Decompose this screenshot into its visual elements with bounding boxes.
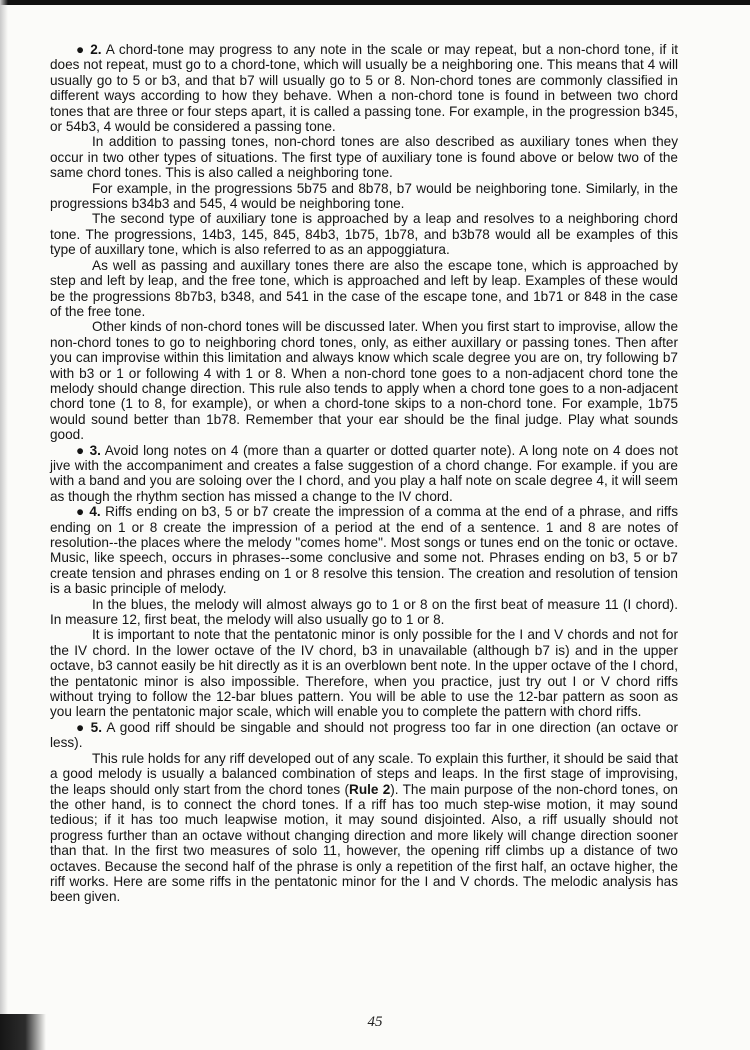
scan-top-edge xyxy=(0,0,750,5)
neighboring-example-paragraph: For example, in the progressions 5b75 and 8b78, b7 would be neighboring tone. Similarly, in the progressions b34b3 and 545, 4 would be neighboring tone. xyxy=(50,180,678,212)
auxiliary-tones-paragraph: In addition to passing tones, non-chord tones are also described as auxiliary tones when they occur in two other types of situations. The first type of auxiliary tone is found above or below two of the same chord tones. This is also called a neighboring tone. xyxy=(50,134,678,181)
rule-text: A chord-tone may progress to any note in the scale or may repeat, but a non-chord tone, if it does not repeat, must go to a chord-tone, which will usually be a neighboring one. This means that 4 will usually go to 5 or b3, and that b7 will usually go to 5 or 8. Non-chord tones are commonly classified in different ways according to how they behave. When a non-chord tone is found in between two chord tones that are three or four steps apart, it is called a passing tone. For example, in the progression b345, or 54b3, 4 would be considered a passing tone. xyxy=(50,42,678,135)
rule-5-paragraph xyxy=(50,720,678,751)
rule-2-paragraph xyxy=(50,42,678,134)
bullet-icon: ● xyxy=(76,442,86,458)
rule-number: 5. xyxy=(90,719,102,735)
rule-number: 3. xyxy=(89,442,101,458)
paragraph-text: ). The main purpose of the non-chord tones, on the other hand, is to connect the chord tones. If a riff has too much step-wise motion, it may sound tedious; if it has too much leapwise motion, it may sound disjointed. Also, a riff usually should not progress further than an octave without changing direction and more likely will change direction sooner than that. In the first two measures of solo 11, however, the opening riff climbs up a distance of two octaves. Because the second half of the phrase is only a repetition of the first half, an octave higher, the riff works. Here are some riffs in the pentatonic minor for the I and V chords. The melodic analysis has been given. xyxy=(50,781,678,905)
rule-text: Riffs ending on b3, 5 or b7 create the impression of a comma at the end of a phrase, and riffs ending on 1 or 8 create the impression of a period at the end of a sentence. 1 and 8 are notes of resolution--the places where the melody "comes home". Most songs or tunes end on the tonic or octave. Music, like speech, occurs in phrases--some conclusive and some not. Phrases ending on b3, 5 or b7 create tension and phrases ending on 1 or 8 resolve this tension. The creation and resolution of tension is a basic principle of melody. xyxy=(50,504,678,597)
riff-balance-paragraph xyxy=(50,751,678,905)
rule-number: 2. xyxy=(90,42,102,57)
page-number: 45 xyxy=(367,1014,383,1030)
rule-reference: Rule 2 xyxy=(349,781,391,797)
escape-tone-paragraph: As well as passing and auxillary tones there are also the escape tone, which is approached by step and left by leap, and the free tone, which is approached and left by leap. Examples of these would be the progressions 8b7b3, b348, and 541 in the case of the escape tone, and 1b71 or 848 in the case of the free tone. xyxy=(50,257,678,319)
rule-text: Avoid long notes on 4 (more than a quarter or dotted quarter note). A long note on 4 does not jive with the accompaniment and creates a false suggestion of a chord change. For example. if you are with a band and you are soloing over the I chord, and you play a half note on scale degree 4, it will seem as though the rhythm section has missed a change to the IV chord. xyxy=(50,442,679,504)
rule-3-paragraph xyxy=(50,443,678,505)
pentatonic-minor-paragraph: It is important to note that the pentatonic minor is only possible for the I and V chords and not for the IV chord. In the lower octave of the IV chord, b3 in unavailable (although b7 is) and in the upper octave, b3 cannot easily be hit directly as it is an overblown bent note. In the upper octave of the I chord, the pentatonic minor is also impossible. Therefore, when you practice, just try out I or V chord riffs without trying to follow the 12-bar blues pattern. You will be able to use the 12-bar pattern as soon as you learn the pentatonic major scale, which will enable you to complete the pattern with chord riffs. xyxy=(50,627,678,720)
scan-left-shadow xyxy=(0,0,8,1050)
bullet-icon: ● xyxy=(76,42,86,57)
blues-measure-paragraph: In the blues, the melody will almost always go to 1 or 8 on the first beat of measure 11 (I chord). In measure 12, first beat, the melody will also usually go to 1 or 8. xyxy=(50,596,678,628)
rule-4-paragraph xyxy=(50,504,678,596)
page-body xyxy=(50,42,678,905)
rule-number: 4. xyxy=(89,504,101,520)
bullet-icon: ● xyxy=(76,719,86,735)
bullet-icon: ● xyxy=(76,504,85,520)
rule-text: A good riff should be singable and should not progress too far in one direction (an octave or less). xyxy=(50,719,679,751)
appoggiatura-paragraph: The second type of auxiliary tone is approached by a leap and resolves to a neighboring chord tone. The progressions, 14b3, 145, 845, 84b3, 1b75, 1b78, and b3b78 would all be examples of this type of auxillary tone, which is also referred to as an appoggiatura. xyxy=(50,211,678,258)
other-non-chord-paragraph: Other kinds of non-chord tones will be discussed later. When you first start to improvise, allow the non-chord tones to go to neighboring chord tones, only, as either auxillary or passing tones. Then after you can improvise within this limitation and always know which scale degree you are on, try following b7 with b3 or 1 or following 4 with 1 or 8. When a non-chord tone goes to a non-adjacent chord tone the melody should change direction. This rule also tends to apply when a chord tone goes to a non-adjacent chord tone (1 to 8, for example), or when a chord-tone skips to a non-chord tone. For example, 1b75 would sound better than 1b78. Remember that your ear should be the final judge. Play what sounds good. xyxy=(50,319,678,443)
paragraph-text: This rule holds for any riff developed out of any scale. To explain this further, it should be said that a good melody is usually a balanced combination of steps and leaps. In the first stage of improvising, the leaps should only start from the chord tones ( xyxy=(50,750,678,797)
